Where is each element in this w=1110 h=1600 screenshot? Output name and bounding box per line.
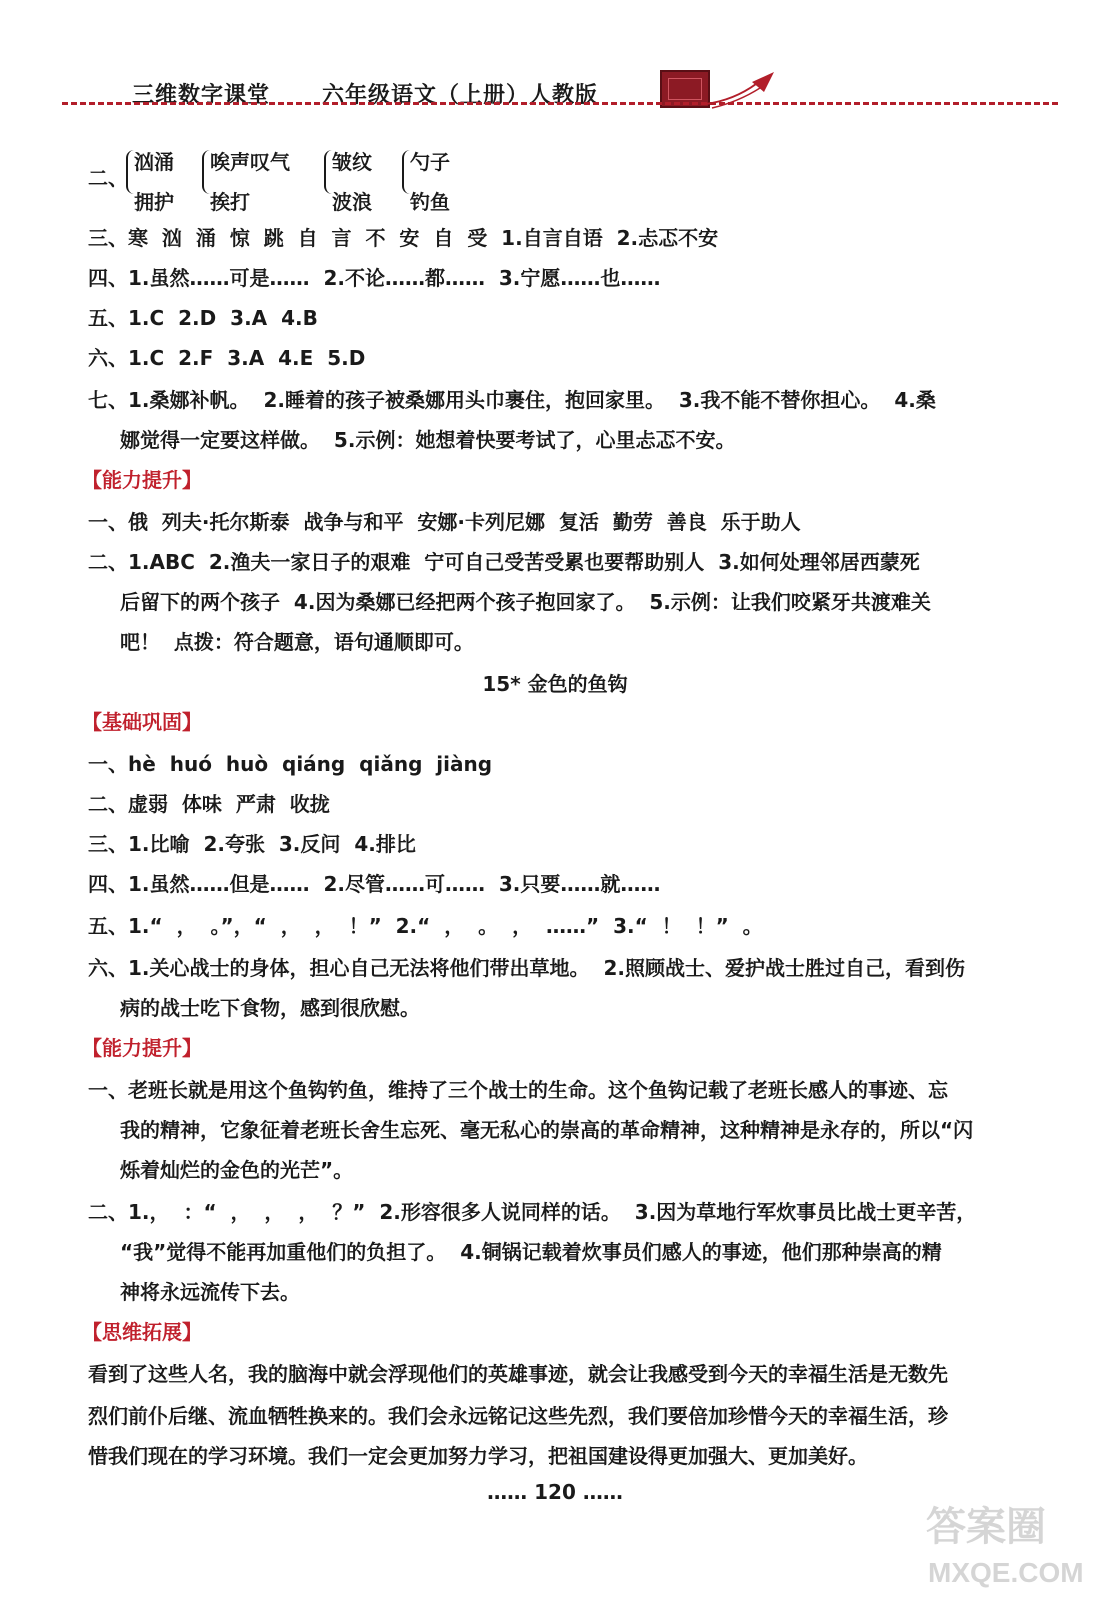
header-divider (62, 102, 1058, 105)
ability2-yi-line3: 烁着灿烂的金色的光芒”。 (120, 1158, 354, 1182)
ability1-er-line3: 吧！ 点拨：符合题意，语句通顺即可。 (120, 630, 474, 654)
brace-bottom: 拥护 (134, 190, 174, 214)
brace-top: 皱纹 (332, 150, 372, 174)
ability1-er-line1: 二、1.ABC 2.渔夫一家日子的艰难 宁可自己受苦受累也要帮助别人 3.如何处理邻居西蒙死 (88, 550, 920, 574)
answer-si: 四、1.虽然……可是…… 2.不论……都…… 3.宁愿……也…… (88, 266, 661, 290)
basic-si: 四、1.虽然……但是…… 2.尽管……可…… 3.只要……就…… (88, 872, 661, 896)
answer-qi-line2: 娜觉得一定要这样做。 5.示例：她想着快要考试了，心里忐忑不安。 (120, 428, 736, 452)
brace-bottom: 挨打 (210, 190, 250, 214)
brace-group (410, 142, 450, 222)
ability2-yi-line1: 一、老班长就是用这个鱼钩钓鱼，维持了三个战士的生命。这个鱼钩记载了老班长感人的事迹、忘 (88, 1078, 948, 1102)
answer-wu: 五、1.C 2.D 3.A 4.B (88, 306, 318, 330)
watermark-logo (918, 1490, 1088, 1590)
watermark-line2: MXQE.COM (928, 1557, 1084, 1588)
header-brand: 三维数字课堂 (132, 83, 271, 108)
brace-group (134, 142, 174, 222)
basic-liu-line1: 六、1.关心战士的身体，担心自己无法将他们带出草地。 2.照顾战士、爱护战士胜过自己，看到伤 (88, 956, 965, 980)
basic-wu: 五、1.“ ， 。”，“ ， ， ！” 2.“ ， 。 ， ……” 3.“ ！ ！” 。 (88, 914, 763, 938)
brace-bottom: 波浪 (332, 190, 372, 214)
brace-top: 勺子 (410, 150, 450, 174)
section-ability2-heading: 【能力提升】 (82, 1036, 202, 1060)
basic-er: 二、虚弱 体味 严肃 收拢 (88, 792, 330, 816)
lesson-title: 15* 金色的鱼钩 (482, 672, 628, 696)
answer-san: 三、寒 汹 涌 惊 跳 自 言 不 安 自 受 1.自言自语 2.忐忑不安 (88, 226, 719, 250)
answer-liu: 六、1.C 2.F 3.A 4.E 5.D (88, 346, 366, 370)
ability1-yi: 一、俄 列夫·托尔斯泰 战争与和平 安娜·卡列尼娜 复活 勤劳 善良 乐于助人 (88, 510, 801, 534)
header-book-title: 六年级语文（上册）人教版 (322, 83, 599, 108)
watermark-line1: 答案圈 (926, 1505, 1046, 1549)
basic-liu-line2: 病的战士吃下食物，感到很欣慰。 (120, 996, 420, 1020)
brace-top: 唉声叹气 (210, 150, 290, 174)
brace-group (210, 142, 290, 222)
brace-group (332, 142, 372, 222)
section-thinking-heading: 【思维拓展】 (82, 1320, 202, 1344)
ability2-er-line2: “我”觉得不能再加重他们的负担了。 4.铜锅记载着炊事员们感人的事迹，他们那种崇高的精 (120, 1240, 942, 1264)
ability2-er-line1: 二、1.， ：“ ， ， ， ？” 2.形容很多人说同样的话。 3.因为草地行军炊事员比战士更辛苦， (88, 1200, 977, 1224)
ability1-er-line2: 后留下的两个孩子 4.因为桑娜已经把两个孩子抱回家了。 5.示例：让我们咬紧牙共渡难关 (120, 590, 931, 614)
answer-er-label: 二、 (88, 166, 128, 190)
section-basic-heading: 【基础巩固】 (82, 710, 202, 734)
thinking-line2: 烈们前仆后继、流血牺牲换来的。我们会永远铭记这些先烈，我们要倍加珍惜今天的幸福生活，珍 (88, 1404, 948, 1428)
ability2-er-line3: 神将永远流传下去。 (120, 1280, 300, 1304)
brace-bottom: 钓鱼 (410, 190, 450, 214)
basic-san: 三、1.比喻 2.夸张 3.反问 4.排比 (88, 832, 416, 856)
section-ability-heading: 【能力提升】 (82, 468, 202, 492)
page-number: …… 120 …… (487, 1480, 623, 1504)
brace-top: 汹涌 (134, 150, 174, 174)
ability2-yi-line2: 我的精神，它象征着老班长舍生忘死、毫无私心的崇高的革命精神，这种精神是永存的，所以“闪 (120, 1118, 974, 1142)
basic-yi: 一、hè huó huò qiáng qiǎng jiàng (88, 752, 493, 776)
thinking-line3: 惜我们现在的学习环境。我们一定会更加努力学习，把祖国建设得更加强大、更加美好。 (88, 1444, 868, 1468)
thinking-line1: 看到了这些人名，我的脑海中就会浮现他们的英雄事迹，就会让我感受到今天的幸福生活是无数先 (88, 1362, 948, 1386)
answer-qi-line1: 七、1.桑娜补帆。 2.睡着的孩子被桑娜用头巾裹住，抱回家里。 3.我不能不替你担心。 4.桑 (88, 388, 936, 412)
